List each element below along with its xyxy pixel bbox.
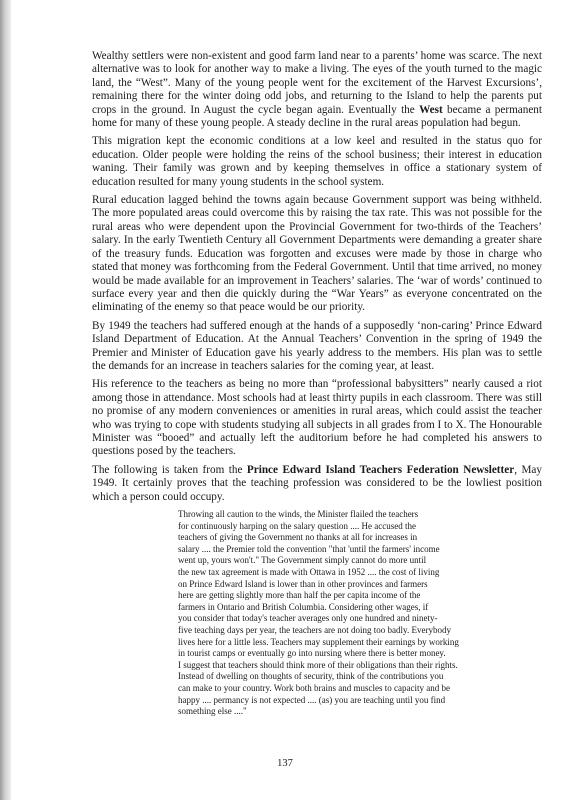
paragraph-1-segment-3: became a permanent home for many of these young people. A steady decline in the rural areas population had begun.	[92, 103, 542, 130]
quote-line: in tourist camps or eventually go into nursing where there is better money.	[178, 648, 446, 659]
quote-line: Instead of dwelling on thoughts of security, think of the contributions you	[178, 671, 444, 682]
body-text	[92, 50, 542, 504]
paragraph-3	[92, 194, 542, 315]
quote-line: lives here for a little less. Teachers may supplement their earnings by working	[178, 636, 459, 647]
quote-line: happy .... permancy is not expected .... (as) you are teaching until you find something else ...."	[178, 694, 446, 717]
paragraph-4-segment-1: By 1949 the teachers had suffered enough at the hands of a supposedly ‘non-caring’ Prince Edward Island Department of Education. At the Annual Teachers’ Convention in the spring of 1949 the Premier and Minister of Education gave his yearly address to the members. His plan was to settle the demands for an increase in teachers salaries for the coming year, at least.	[92, 319, 542, 372]
paragraph-2-segment-1: This migration kept the economic conditions at a low keel and resulted in the status quo for education. Older people were holding the reins of the school business; their interest in education waning. Their family was grown and by keeping themselves in office a stationary system of education resulted for many young students in the school system.	[92, 135, 542, 188]
paragraph-6	[92, 464, 542, 504]
paragraph-6-bold-newsletter-title: Prince Edward Island Teachers Federation Newsletter	[246, 463, 515, 476]
quote-line: I suggest that teachers should think more of their obligations than their rights.	[178, 659, 458, 670]
quote-line: can make to your country. Work both brains and muscles to capacity and be	[178, 682, 450, 693]
block-quote	[178, 509, 480, 718]
paragraph-6-segment-1: The following is taken from the	[92, 463, 247, 476]
paragraph-1-segment-1: Wealthy settlers were non-existent and good farm land near to a parents’ home was scarce. The next alternative was to look for another way to make a living. The eyes of the youth turned to the magic land, the “West”. Many of the young people went for the excitement of the Harvest Excursions’, remaining there for the winter doing odd jobs, and returning to the Island to help the parents put crops in the ground. In August the cycle began again. Eventually the	[92, 50, 542, 116]
quote-line: went up, yours won't." The Government simply cannot do more until	[178, 555, 427, 566]
page-binding-edge	[0, 0, 11, 800]
paragraph-5	[92, 378, 542, 458]
quote-line: teachers of giving the Government no thanks at all for increases in	[178, 532, 418, 543]
quote-line: Throwing all caution to the winds, the Minister flailed the teachers	[178, 509, 419, 519]
quote-line: salary .... the Premier told the convention "that 'until the farmers' income	[178, 543, 440, 554]
paragraph-2	[92, 135, 542, 189]
quote-line: for continuously harping on the salary question .... He accused the	[178, 520, 416, 531]
page-number: 137	[277, 758, 293, 769]
quote-line: on Prince Edward Island is lower than in other provinces and farmers	[178, 578, 428, 589]
quote-line: farmers in Ontario and British Columbia. Considering other wages, if	[178, 601, 429, 612]
paragraph-3-segment-1: Rural education lagged behind the towns again because Government support was being withheld. The more populated areas could overcome this by raising the tax rate. This was not possible for the rural areas who were dependent upon the Provincial Government for two-thirds of the Teachers’ salary. In the early Twentieth Century all Government Departments were demanding a greater share of the treasury funds. Education was forgotten and excuses were made by those in charge who stated that money was forthcoming from the Federal Government. Until that time arrived, no money would be made available for an improvement in Teachers’ salaries. The ‘war of words’ continued to surface every year and then die quickly during the “War Years” as everyone concentrated on the eliminating of the enemy so that peace would be our priority.	[92, 194, 542, 314]
paragraph-5-segment-1: His reference to the teachers as being no more than “professional babysitters” nearly caused a riot among those in attendance. Most schools had at least thirty pupils in each classroom. There was still no promise of any modern conveniences or amenities in rural areas, which could assist the teacher who was trying to cope with students studying all subjects in all grades from I to X. The Honourable Minister was “booed” and actually left the auditorium before he had completed his answers to questions posed by the teachers.	[92, 378, 543, 458]
quote-line: five teaching days per year, the teachers are not doing too badly. Everybody	[178, 624, 451, 635]
paragraph-1	[92, 50, 542, 130]
paragraph-1-bold-west: West	[419, 103, 443, 116]
quote-line: the new tax agreement is made with Ottawa in 1952 .... the cost of living	[178, 566, 440, 577]
paragraph-4	[92, 320, 542, 374]
quote-line: here are getting slightly more than half the per capita income of the	[178, 590, 421, 601]
document-page	[92, 50, 542, 718]
quote-line: you consider that today's teacher averages only one hundred and ninety-	[178, 613, 438, 624]
paragraph-6-segment-3: , May 1949. It certainly proves that the teaching profession was considered to be the lowliest position which a person could occupy.	[92, 463, 542, 503]
